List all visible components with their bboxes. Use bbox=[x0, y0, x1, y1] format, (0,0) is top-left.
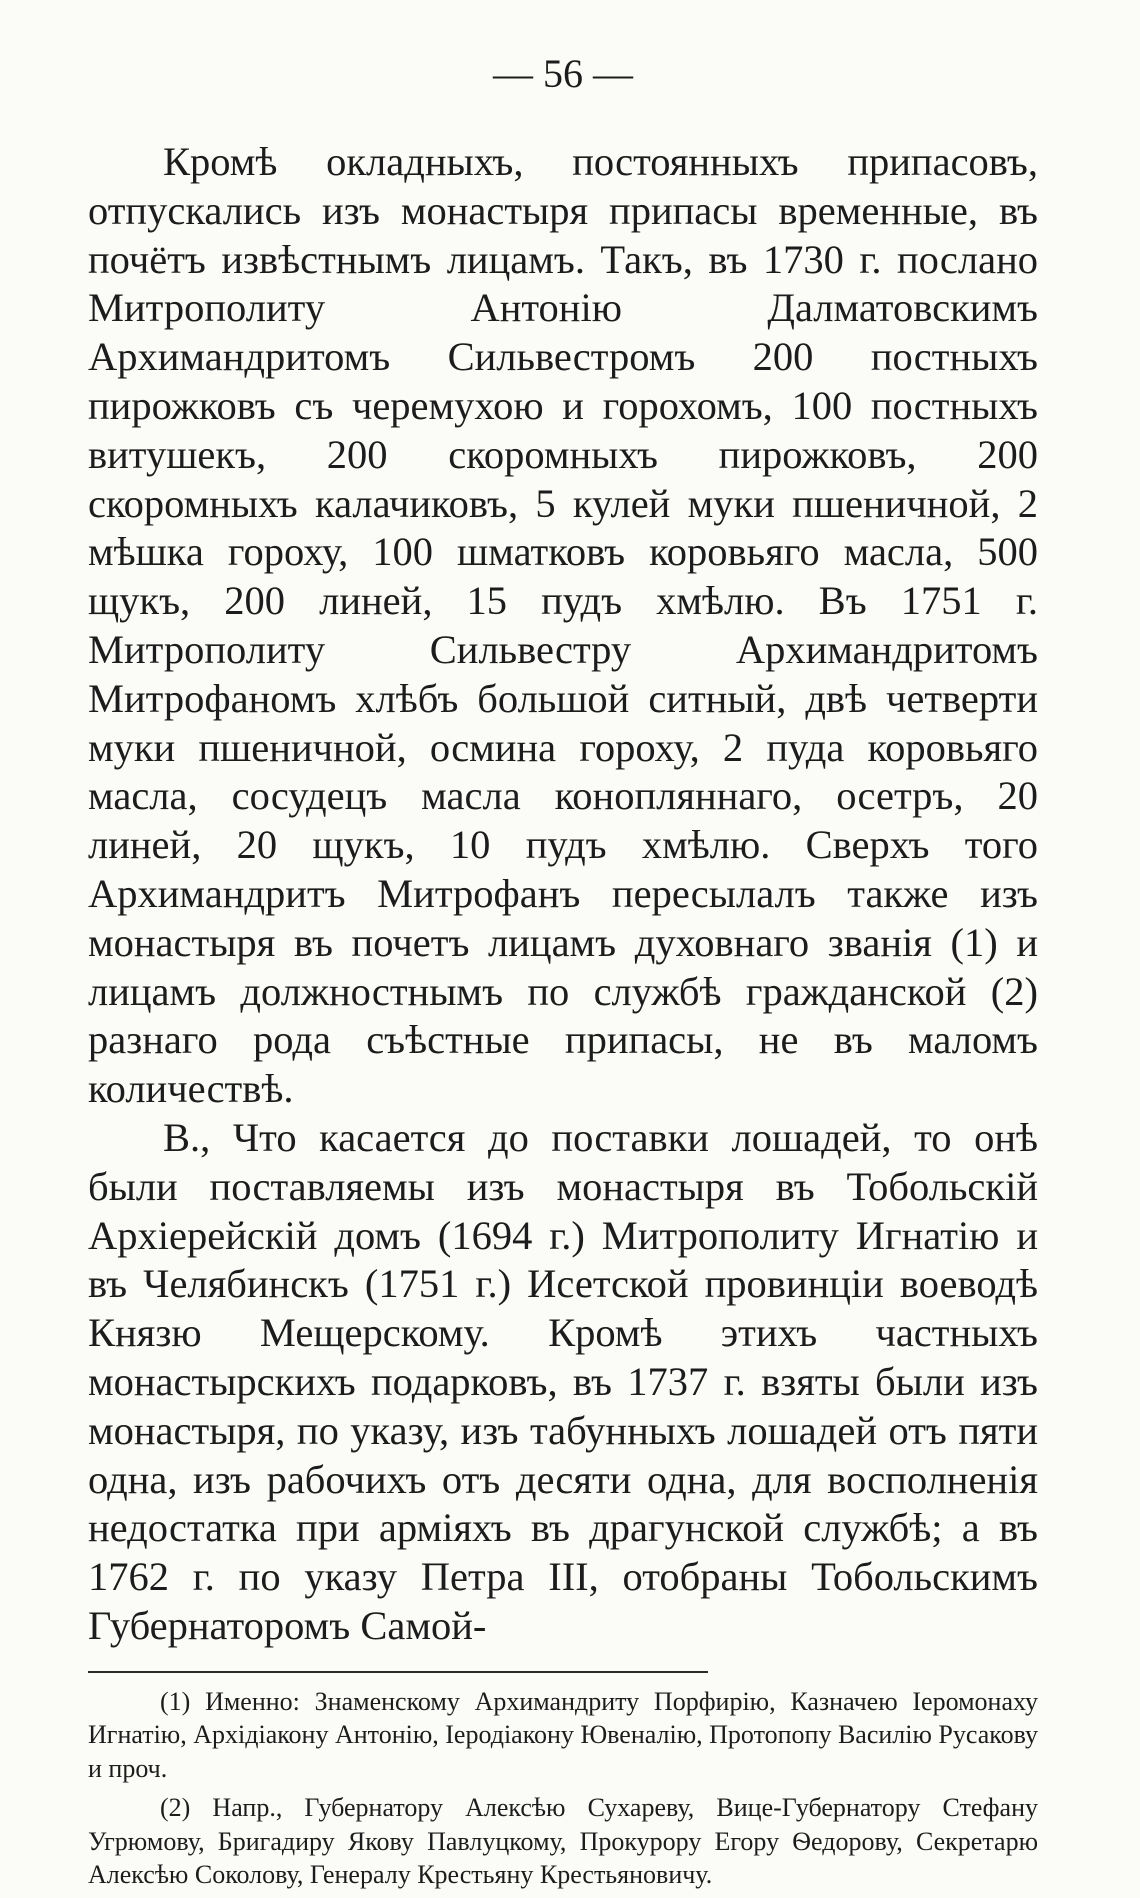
body-text bbox=[88, 138, 1038, 1651]
footnote-2: (2) Напр., Губернатору Алексѣю Сухареву, Вице-Губернатору Стефану Угрюмову, Бригадиру Якову Павлуцкому, Прокурору Егору Ѳедорову, Секретарю Алексѣю Соколову, Генералу Крестьяну Крестьяновичу. bbox=[88, 1793, 1038, 1890]
paragraph-horses: В., Что касается до поставки лошадей, то онѣ были поставляемы изъ монастыря въ Тобольскій Архіерейскій домъ (1694 г.) Митрополиту Игнатію и въ Челябинскъ (1751 г.) Исетской провинціи воеводѣ Князю Мещерскому. Кромѣ этихъ частныхъ монастырскихъ подарковъ, въ 1737 г. взяты были изъ монастыря, по указу, изъ табунныхъ лошадей отъ пяти одна, изъ рабочихъ отъ десяти одна, для восполненія недостатка при арміяхъ въ драгунской службѣ; а въ 1762 г. по указу Петра III, отобраны Тобольскимъ Губернаторомъ Самой- bbox=[88, 1114, 1038, 1648]
footnote-1: (1) Именно: Знаменскому Архимандриту Порфирію, Казначею Іеромонаху Игнатію, Архідіакону Антонію, Іеродіакону Ювеналію, Протопопу Василію Русакову и проч. bbox=[88, 1686, 1038, 1783]
footnotes bbox=[88, 1685, 1038, 1892]
paragraph-provisions: Кромѣ окладныхъ, постоянныхъ припасовъ, отпускались изъ монастыря припасы временные, въ почётъ извѣстнымъ лицамъ. Такъ, въ 1730 г. послано Митрополиту Антонію Далматовскимъ Архимандритомъ Сильвестромъ 200 постныхъ пирожковъ съ черемухою и горохомъ, 100 постныхъ витушекъ, 200 скоромныхъ пирожковъ, 200 скоромныхъ калачиковъ, 5 кулей муки пшеничной, 2 мѣшка гороху, 100 шматковъ коровьяго масла, 500 щукъ, 200 линей, 15 пудъ хмѣлю. Въ 1751 г. Митрополиту Сильвестру Архимандритомъ Митрофаномъ хлѣбъ большой ситный, двѣ четверти муки пшеничной, осмина гороху, 2 пуда коровьяго масла, сосудецъ масла конопляннаго, осетръ, 20 линей, 20 щукъ, 10 пудъ хмѣлю. Сверхъ того Архимандритъ Митрофанъ пересылалъ также изъ монастыря въ почетъ лицамъ духовнаго званія (1) и лицамъ должностнымъ по службѣ гражданской (2) разнаго рода съѣстные припасы, не въ маломъ количествѣ. bbox=[88, 139, 1038, 1112]
page-number: — 56 — bbox=[493, 51, 633, 96]
footnote-divider bbox=[88, 1671, 708, 1673]
book-page bbox=[88, 40, 1038, 1898]
